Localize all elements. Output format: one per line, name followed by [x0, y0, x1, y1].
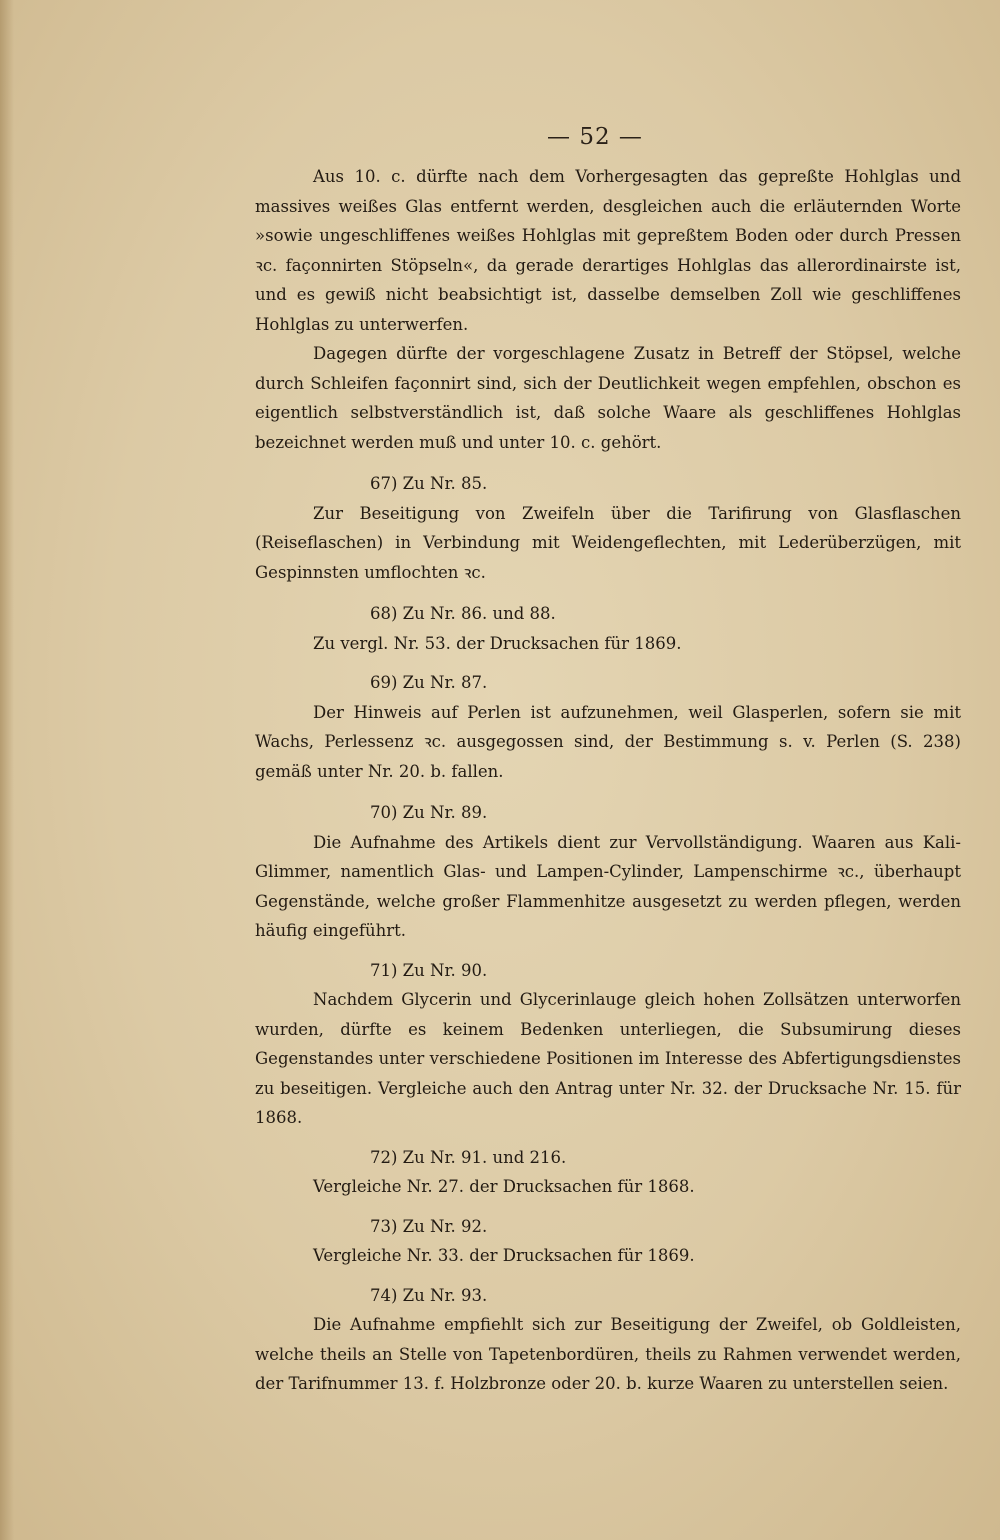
section-heading-72: 72) Zu Nr. 91. und 216. [370, 1147, 567, 1167]
section-heading-74: 74) Zu Nr. 93. [370, 1285, 488, 1305]
paragraph: Die Aufnahme empfiehlt sich zur Beseitigung der Zweifel, ob Goldleisten, welche theils an Stelle von Tapetenbordüren, theils zu Rahmen verwendet werden, der Tarifnummer 13. f. Holzbronze oder 20. b. kurze Waaren zu unterstellen seien. [255, 1315, 961, 1393]
page-number: — 52 — [547, 124, 643, 150]
paragraph: Zu vergl. Nr. 53. der Drucksachen für 1869. [313, 633, 682, 653]
paragraph: Vergleiche Nr. 27. der Drucksachen für 1868. [313, 1177, 695, 1196]
paragraph: Nachdem Glycerin und Glycerinlauge gleich hohen Zollsätzen unterworfen wurden, dürfte es keinem Bedenken unterliegen, die Subsumirung dieses Gegenstandes unter verschiedene Positionen im Interesse des Abfertigungsdienstes zu beseitigen. Vergleiche auch den Antrag unter Nr. 32. der Drucksache Nr. 15. für 1868. [255, 990, 961, 1127]
section-heading-68: 68) Zu Nr. 86. und 88. [370, 604, 556, 623]
section-heading-70: 70) Zu Nr. 89. [370, 803, 488, 822]
page-edge-shadow [0, 0, 14, 1540]
section-heading-69: 69) Zu Nr. 87. [370, 673, 488, 692]
section-heading-73: 73) Zu Nr. 92. [370, 1216, 488, 1236]
paragraph: Dagegen dürfte der vorgeschlagene Zusatz in Betreff der Stöpsel, welche durch Schleifen façonnirt sind, sich der Deutlichkeit wegen empfehlen, obschon es eigentlich selbstverständlich ist, daß solche Waare als geschliffenes Hohlglas bezeichnet werden muß und unter 10. c. gehört. [255, 344, 961, 452]
paragraph: Vergleiche Nr. 33. der Drucksachen für 1869. [313, 1246, 695, 1265]
section-heading-67: 67) Zu Nr. 85. [370, 474, 488, 493]
paragraph: Die Aufnahme des Artikels dient zur Vervollständigung. Waaren aus Kali-Glimmer, namentlich Glas- und Lampen-Cylinder, Lampenschirme ꝛc., überhaupt Gegenstände, welche großer Flammenhitze ausgesetzt zu werden pflegen, werden häufig eingeführt. [255, 832, 961, 940]
paragraph: Der Hinweis auf Perlen ist aufzunehmen, weil Glasperlen, sofern sie mit Wachs, Perlessenz ꝛc. ausgegossen sind, der Bestimmung s. v. Perlen (S. 238) gemäß unter Nr. 20. b. fallen. [255, 702, 961, 781]
paragraph: Aus 10. c. dürfte nach dem Vorhergesagten das gepreßte Hohlglas und massives weißes Glas entfernt werden, desgleichen auch die erläuternden Worte »sowie ungeschliffenes weißes Hohlglas mit gepreßtem Boden oder durch Pressen ꝛc. façonnirten Stöpseln«, da gerade derartiges Hohlglas das allerordinairste ist, und es gewiß nicht beabsichtigt ist, dasselbe demselben Zoll wie geschliffenes Hohlglas zu unterwerfen. [255, 167, 961, 334]
document-body [255, 162, 961, 1399]
paragraph: Zur Beseitigung von Zweifeln über die Tarifirung von Glasflaschen (Reiseflaschen) in Verbindung mit Weidengeflechten, mit Lederüberzügen, mit Gespinnsten umflochten ꝛc. [255, 503, 961, 582]
section-heading-71: 71) Zu Nr. 90. [370, 960, 488, 980]
